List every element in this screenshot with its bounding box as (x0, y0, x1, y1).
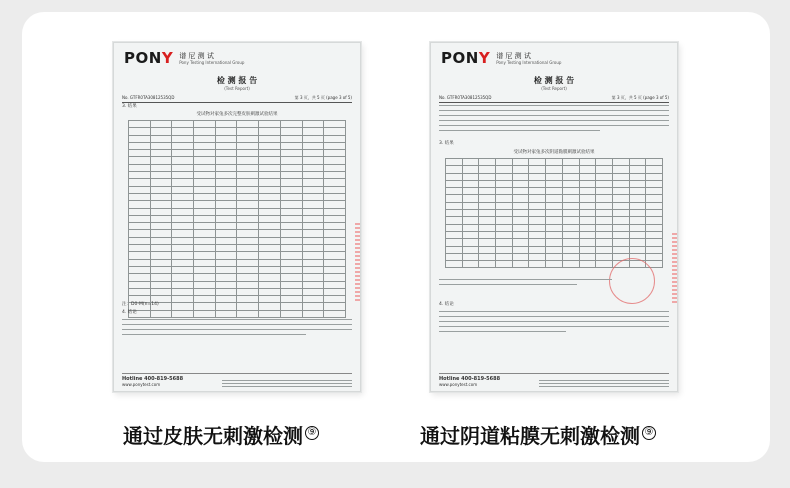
section-heading: 3. 结果 (122, 104, 137, 109)
table-notes (439, 279, 669, 289)
report-number-row (122, 95, 352, 103)
table-row (446, 210, 663, 217)
footnote-marker: ⑨ (642, 426, 656, 440)
page-number: 第 3 页，共 5 页 (page 3 of 5) (611, 95, 669, 100)
table-row (446, 166, 663, 173)
hotline: Hotline 400-819-5688 (122, 376, 184, 382)
table-row (129, 237, 346, 244)
section-heading: 3. 结果 (439, 141, 454, 146)
table-row (129, 157, 346, 164)
vaginal-irritation-report (430, 42, 678, 392)
method-text (439, 105, 669, 135)
table-row (129, 208, 346, 215)
table-row (129, 172, 346, 179)
caption-vaginal-test: 通过阴道粘膜无刺激检测 ⑨ (420, 420, 656, 449)
seam-stamp (672, 233, 677, 303)
seam-stamp (355, 223, 360, 303)
company-name-en: Pony Testing International Group (496, 59, 562, 65)
table-row (446, 239, 663, 246)
company-name-en: Pony Testing International Group (179, 59, 245, 65)
table-row (446, 159, 663, 166)
caption-skin-test: 通过皮肤无刺激检测 ⑨ (123, 420, 319, 449)
table-row (446, 231, 663, 238)
company-name: 谱 尼 测 试 (496, 51, 531, 60)
table-row (446, 202, 663, 209)
content-card (22, 12, 770, 462)
table-note: 注：D0-M(n=14) (122, 302, 159, 307)
conclusion-heading: 4. 结论 (439, 302, 454, 307)
table-title: 受试物对家兔多次阴道黏膜刺激试验结果 (513, 150, 595, 155)
table-row (129, 150, 346, 157)
footnote-marker: ⑨ (305, 426, 319, 440)
report-number-row (439, 95, 669, 103)
table-row (129, 288, 346, 295)
table-row (446, 180, 663, 187)
conclusion-text (122, 319, 352, 339)
company-name: 谱 尼 测 试 (179, 51, 214, 60)
table-row (129, 303, 346, 310)
table-row (129, 201, 346, 208)
report-footer (439, 373, 669, 387)
table-row (129, 215, 346, 222)
table-title: 受试物对家兔多次完整皮肤刺激试验结果 (196, 112, 278, 117)
website: www.ponytest.com (122, 382, 161, 387)
report-footer (122, 373, 352, 387)
report-header (124, 49, 244, 67)
table-row (129, 252, 346, 259)
table-row (129, 245, 346, 252)
table-row (129, 179, 346, 186)
pony-logo: PONY (124, 49, 174, 67)
table-row (129, 193, 346, 200)
table-row (129, 296, 346, 303)
report-subtitle: (Test Report) (541, 86, 567, 91)
report-title: 检 测 报 告 (533, 76, 575, 85)
report-number: No. GTFR0TA30812535QD (122, 95, 175, 100)
table-row (129, 274, 346, 281)
pony-logo: PONY (441, 49, 491, 67)
table-row (129, 186, 346, 193)
hotline: Hotline 400-819-5688 (439, 376, 501, 382)
table-row (129, 164, 346, 171)
report-subtitle: (Test Report) (224, 86, 250, 91)
table-row (129, 223, 346, 230)
results-table (445, 158, 663, 268)
table-row (129, 281, 346, 288)
report-title: 检 测 报 告 (216, 76, 258, 85)
report-header (441, 49, 561, 67)
conclusion-text (439, 311, 669, 336)
report-number: No. GTFR0TA30812535QD (439, 95, 492, 100)
skin-irritation-report (113, 42, 361, 392)
table-row (129, 135, 346, 142)
results-table (128, 120, 346, 318)
table-row (446, 173, 663, 180)
table-row (446, 195, 663, 202)
website: www.ponytest.com (439, 382, 478, 387)
table-row (129, 142, 346, 149)
table-row (129, 310, 346, 317)
table-row (129, 128, 346, 135)
table-row (129, 266, 346, 273)
table-row (129, 230, 346, 237)
table-row (446, 224, 663, 231)
page-number: 第 3 页，共 5 页 (page 3 of 5) (294, 95, 352, 100)
table-row (129, 121, 346, 128)
table-row (446, 217, 663, 224)
table-row (129, 259, 346, 266)
conclusion-heading: 4. 结论 (122, 310, 137, 315)
table-row (446, 188, 663, 195)
table-row (446, 246, 663, 253)
